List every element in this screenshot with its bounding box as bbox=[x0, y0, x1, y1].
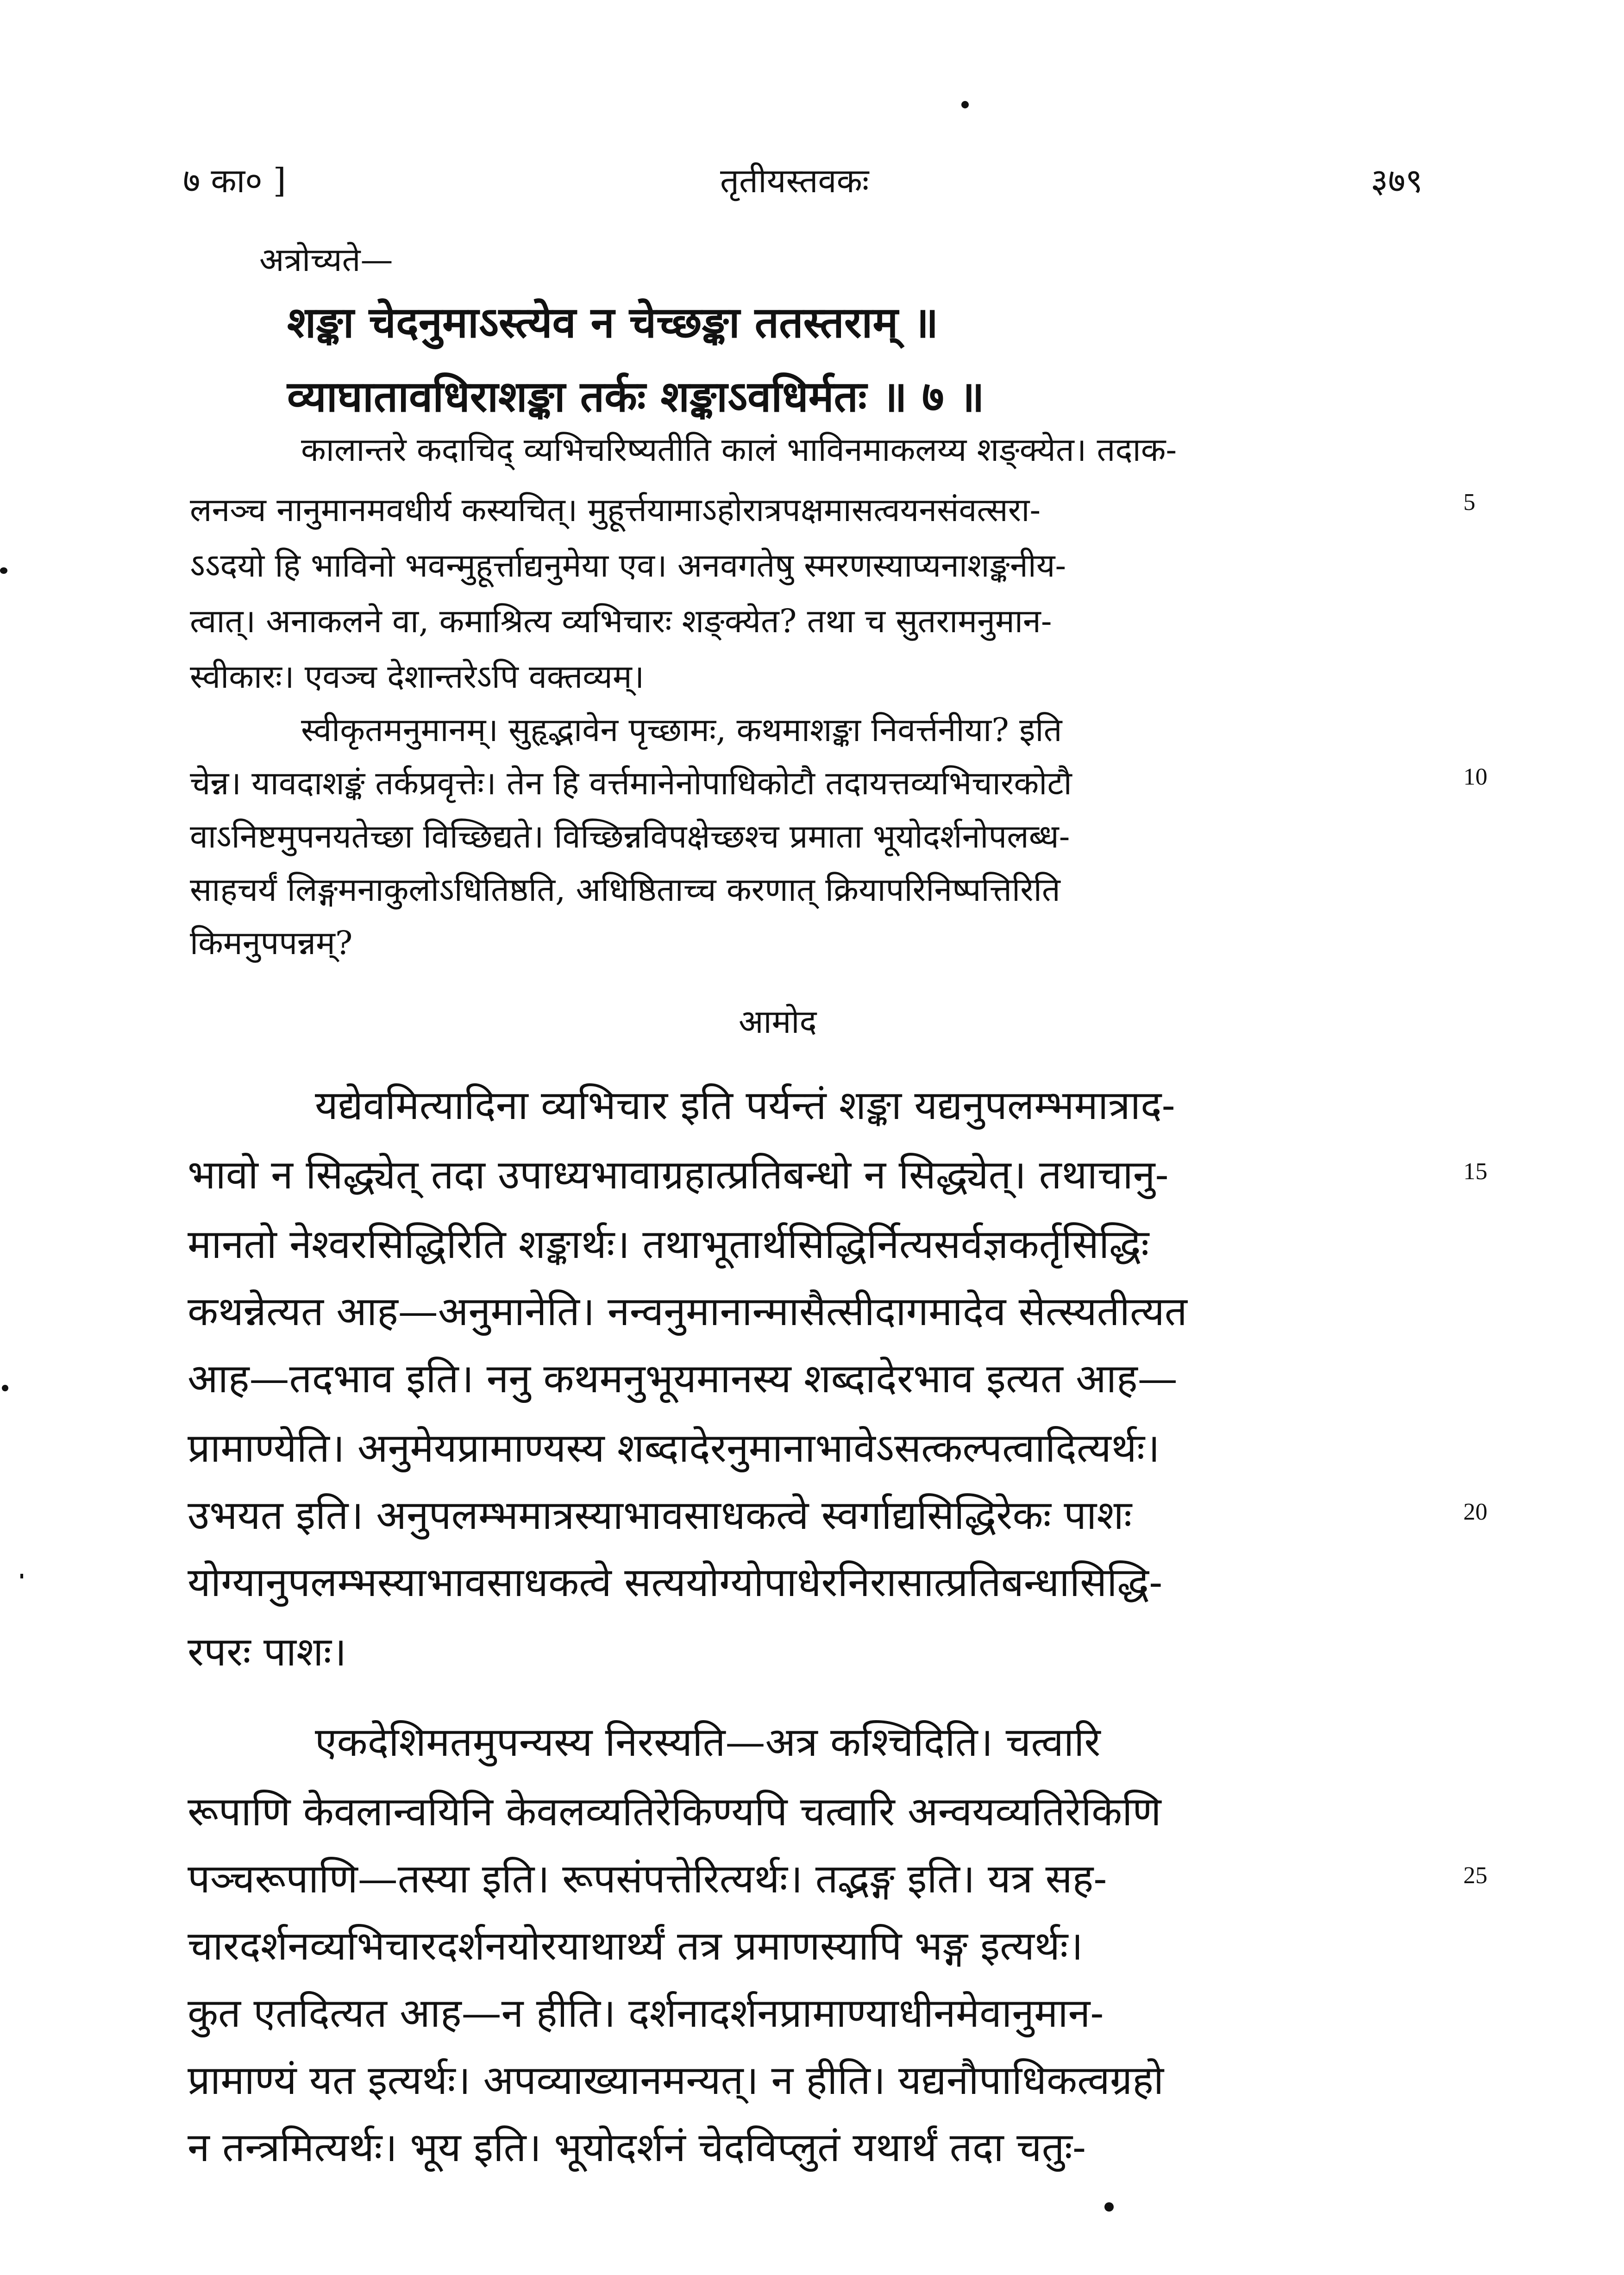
ink-speck bbox=[1104, 2202, 1114, 2212]
line-number: 25 bbox=[1463, 1862, 1487, 1889]
commentary-line: ऽऽदयो हि भाविनो भवन्मुहूर्त्ताद्यनुमेया एव। अनवगतेषु स्मरणस्याप्यनाशङ्कनीय- bbox=[190, 547, 1066, 584]
amoda-line: रपरः पाशः। bbox=[188, 1629, 347, 1675]
amoda-line: उभयत इति। अनुपलम्भमात्रस्याभावसाधकत्वे स्वर्गाद्यसिद्धिरेकः पाशः bbox=[188, 1492, 1132, 1539]
amoda-line: योग्यानुपलम्भस्याभावसाधकत्वे सत्ययोग्योपाधेरनिरासात्प्रतिबन्धासिद्धि- bbox=[188, 1559, 1163, 1606]
amoda-line: कथन्नेत्यत आह—अनुमानेति। नन्वनुमानान्मासैत्सीदागमादेव सेत्स्यतीत्यत bbox=[188, 1288, 1187, 1335]
commentary-line: किमनुपपन्नम्? bbox=[190, 924, 353, 962]
commentary-line: स्वीकृतमनुमानम्। सुहृद्भावेन पृच्छामः, कथमाशङ्का निवर्त्तनीया? इति bbox=[301, 711, 1062, 749]
amoda-line: प्रामाण्येति। अनुमेयप्रामाण्यस्य शब्दादेरनुमानाभावेऽसत्कल्पत्वादित्यर्थः। bbox=[188, 1425, 1160, 1471]
amoda-line: एकदेशिमतमुपन्यस्य निरस्यति—अत्र कश्चिदिति। चत्वारि bbox=[315, 1719, 1101, 1766]
page-header-left: ७ का० ] bbox=[183, 161, 286, 200]
amoda-line: मानतो नेश्वरसिद्धिरिति शङ्कार्थः। तथाभूतार्थसिद्धिर्नित्यसर्वज्ञकर्तृसिद्धिः bbox=[188, 1221, 1149, 1268]
commentary-line: कालान्तरे कदाचिद् व्यभिचरिष्यतीति कालं भाविनमाकलय्य शङ्क्येत। तदाक- bbox=[301, 431, 1177, 469]
amoda-line: भावो न सिद्ध्येत् तदा उपाध्यभावाग्रहात्प्रतिबन्धो न सिद्ध्येत्। तथाचानु- bbox=[188, 1152, 1169, 1198]
amoda-line: आह—तदभाव इति। ननु कथमनुभूयमानस्य शब्दादेरभाव इत्यत आह— bbox=[188, 1356, 1178, 1402]
amoda-line: कुत एतदित्यत आह—न हीति। दर्शनादर्शनप्रामाण्याधीनमेवानुमान- bbox=[188, 1990, 1104, 2036]
margin-mark bbox=[2, 1385, 8, 1391]
line-number: 20 bbox=[1463, 1499, 1487, 1525]
line-number: 10 bbox=[1463, 764, 1487, 790]
section-heading: आमोद bbox=[739, 1003, 817, 1041]
verse-line-2: व्याघातावधिराशङ्का तर्कः शङ्काऽवधिर्मतः ॥ ७ ॥ bbox=[287, 371, 984, 421]
line-number: 5 bbox=[1463, 489, 1475, 515]
commentary-line: स्वीकारः। एवञ्च देशान्तरेऽपि वक्तव्यम्। bbox=[190, 658, 645, 696]
commentary-line: लनञ्च नानुमानमवधीर्य कस्यचित्। मुहूर्त्तयामाऽहोरात्रपक्षमासत्वयनसंवत्सरा- bbox=[190, 491, 1041, 529]
intro-text: अत्रोच्यते— bbox=[259, 241, 393, 279]
commentary-line: चेन्न। यावदाशङ्कं तर्कप्रवृत्तेः। तेन हि वर्त्तमानेनोपाधिकोटौ तदायत्तव्यभिचारकोटौ bbox=[190, 764, 1072, 802]
amoda-line: यद्येवमित्यादिना व्यभिचार इति पर्यन्तं शङ्का यद्यनुपलम्भमात्राद- bbox=[315, 1082, 1175, 1129]
amoda-line: रूपाणि केवलान्वयिनि केवलव्यतिरेकिण्यपि चत्वारि अन्वयव्यतिरेकिणि bbox=[188, 1789, 1161, 1835]
ink-speck bbox=[961, 101, 969, 108]
page-number: ३७९ bbox=[1371, 161, 1423, 200]
margin-mark bbox=[0, 567, 7, 574]
amoda-line: न तन्त्रमित्यर्थः। भूय इति। भूयोदर्शनं चेदविप्लुतं यथार्थं तदा चतुः- bbox=[188, 2124, 1086, 2171]
line-number: 15 bbox=[1463, 1158, 1487, 1185]
commentary-line: त्वात्। अनाकलने वा, कमाश्रित्य व्यभिचारः शङ्क्येत? तथा च सुतरामनुमान- bbox=[190, 602, 1052, 640]
page-header-title: तृतीयस्तवकः bbox=[720, 161, 869, 200]
amoda-line: चारदर्शनव्यभिचारदर्शनयोरयाथार्थ्यं तत्र प्रमाणस्यापि भङ्ग इत्यर्थः। bbox=[188, 1923, 1083, 1969]
commentary-line: साहचर्यं लिङ्गमनाकुलोऽधितिष्ठति, अधिष्ठिताच्च करणात् क्रियापरिनिष्पत्तिरिति bbox=[190, 871, 1060, 909]
amoda-line: पञ्चरूपाणि—तस्या इति। रूपसंपत्तेरित्यर्थः। तद्भङ्ग इति। यत्र सह- bbox=[188, 1856, 1107, 1902]
verse-line-1: शङ्का चेदनुमाऽस्त्येव न चेच्छङ्का ततस्तराम् ॥ bbox=[287, 297, 939, 347]
amoda-line: प्रामाण्यं यत इत्यर्थः। अपव्याख्यानमन्यत्। न हीति। यद्यनौपाधिकत्वग्रहो bbox=[188, 2057, 1164, 2104]
commentary-line: वाऽनिष्टमुपनयतेच्छा विच्छिद्यते। विच्छिन्नविपक्षेच्छश्च प्रमाता भूयोदर्शनोपलब्ध- bbox=[190, 817, 1070, 855]
margin-mark bbox=[20, 1574, 23, 1578]
